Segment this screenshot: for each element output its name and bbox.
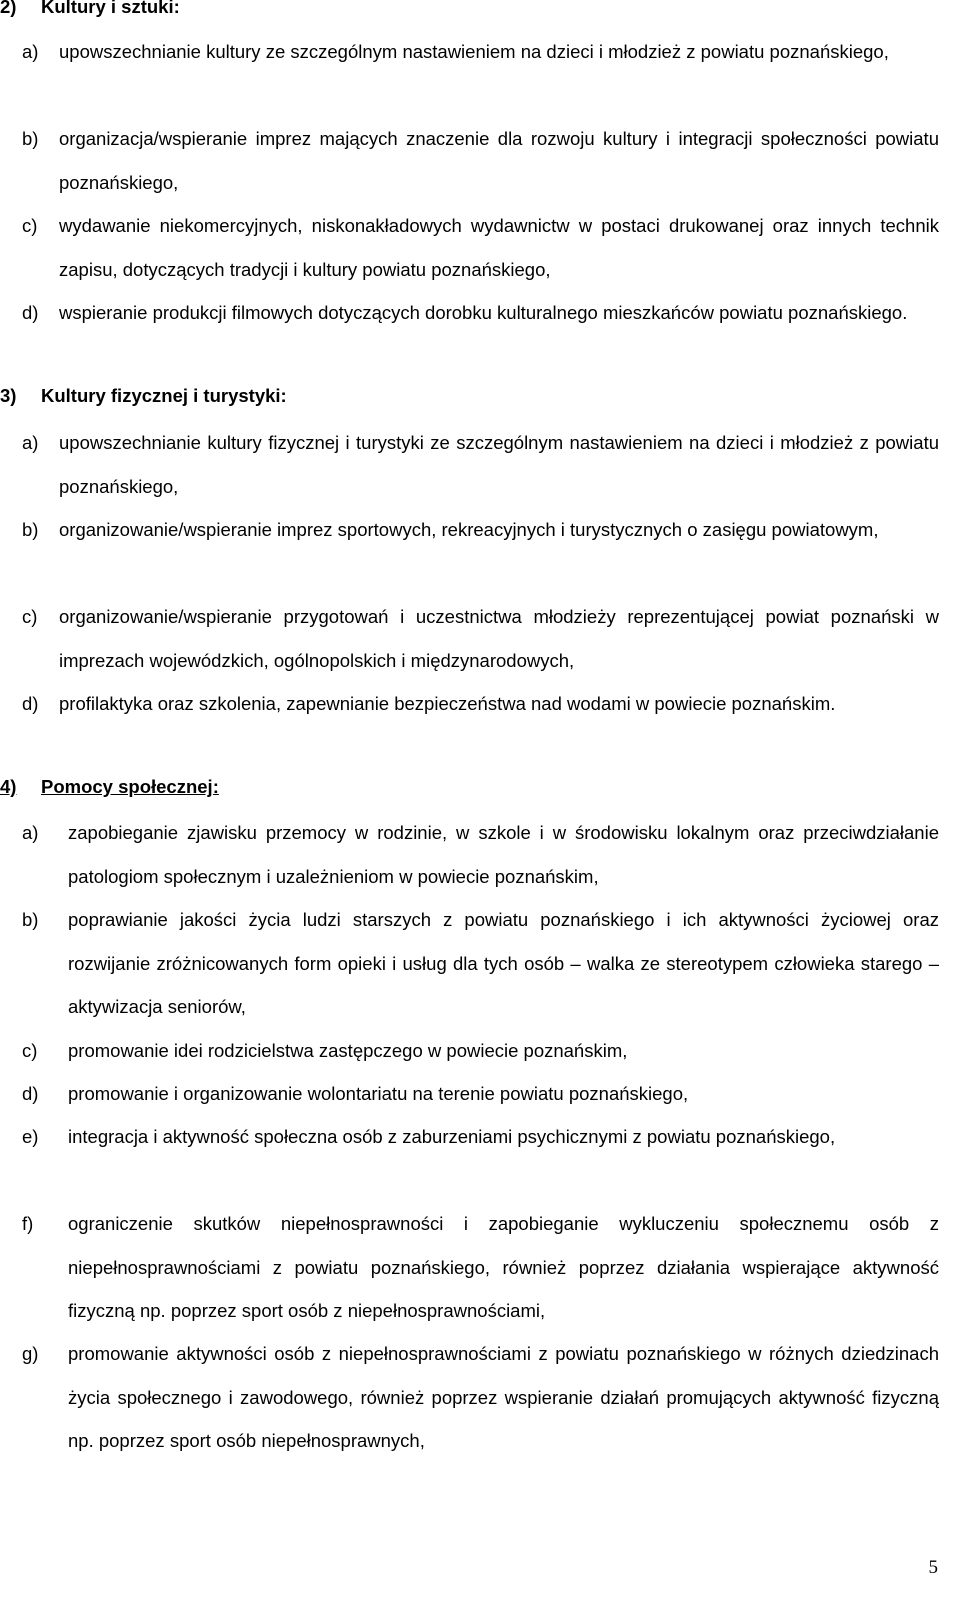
item-text: organizowanie/wspieranie imprez sportowych, rekreacyjnych i turystycznych o zasięgu powiatowym, — [59, 519, 879, 540]
page-number: 5 — [928, 1557, 938, 1578]
item-text: wspieranie produkcji filmowych dotyczących dorobku kulturalnego mieszkańców powiatu poznańskiego. — [59, 302, 908, 323]
section-heading-text: Pomocy społecznej: — [41, 776, 219, 797]
item-label: d) — [22, 302, 39, 323]
item-label: f) — [22, 1213, 34, 1234]
item-text: promowanie i organizowanie wolontariatu na terenie powiatu poznańskiego, — [68, 1083, 689, 1104]
section-heading-text: Kultury fizycznej i turystyki: — [41, 385, 287, 406]
item-label: e) — [22, 1126, 39, 1147]
item-text: wydawanie niekomercyjnych, niskonakładowych wydawnictw w postaci drukowanej oraz innych technik zapisu, dotyczących tradycji i kultury powiatu poznańskiego, — [59, 215, 939, 280]
section-heading-text: Kultury i sztuki: — [41, 0, 180, 17]
item-text: ograniczenie skutków niepełnosprawności i zapobieganie wykluczeniu społecznemu osób z niepełnosprawnościami z powiatu poznańskiego, również poprzez działania wspierające aktywność fizyczną np. poprzez sport osób z niepełnosprawnościami, — [68, 1213, 939, 1321]
item-label: b) — [22, 519, 39, 540]
item-label: a) — [22, 432, 39, 453]
item-text: upowszechnianie kultury fizycznej i turystyki ze szczególnym nastawieniem na dzieci i młodzież z powiatu poznańskiego, — [59, 432, 939, 497]
item-label: c) — [22, 606, 38, 627]
item-text: promowanie aktywności osób z niepełnosprawnościami z powiatu poznańskiego w różnych dziedzinach życia społecznego i zawodowego, również poprzez wspieranie działań promujących aktywność fizyczną np. poprzez sport osób niepełnosprawnych, — [68, 1343, 939, 1451]
item-text: organizowanie/wspieranie przygotowań i uczestnictwa młodzieży reprezentującej powiat poznański w imprezach wojewódzkich, ogólnopolskich i międzynarodowych, — [59, 606, 939, 671]
item-text: profilaktyka oraz szkolenia, zapewnianie bezpieczeństwa nad wodami w powiecie poznańskim. — [59, 693, 836, 714]
section-number: 3) — [0, 385, 17, 406]
section-heading-3 — [0, 385, 287, 407]
section-number: 2) — [0, 0, 17, 17]
item-label: b) — [22, 909, 39, 930]
item-text: organizacja/wspieranie imprez mających znaczenie dla rozwoju kultury i integracji społeczności powiatu poznańskiego, — [59, 128, 939, 193]
section-heading-4 — [0, 776, 219, 798]
item-text: integracja i aktywność społeczna osób z zaburzeniami psychicznymi z powiatu poznańskiego, — [68, 1126, 836, 1147]
item-label: d) — [22, 693, 39, 714]
item-label: a) — [22, 822, 39, 843]
item-text: upowszechnianie kultury ze szczególnym nastawieniem na dzieci i młodzież z powiatu poznańskiego, — [59, 41, 889, 62]
item-label: c) — [22, 215, 38, 236]
item-label: d) — [22, 1083, 39, 1104]
item-text: poprawianie jakości życia ludzi starszych z powiatu poznańskiego i ich aktywności życiowej oraz rozwijanie zróżnicowanych form opieki i usług dla tych osób – walka ze stereotypem człowieka starego – aktywizacja seniorów, — [68, 909, 939, 1017]
item-label: b) — [22, 128, 39, 149]
section-number: 4) — [0, 776, 17, 797]
item-text: promowanie idei rodzicielstwa zastępczego w powiecie poznańskim, — [68, 1040, 628, 1061]
item-label: a) — [22, 41, 39, 62]
section-heading-2 — [0, 0, 180, 18]
item-label: g) — [22, 1343, 39, 1364]
item-text: zapobieganie zjawisku przemocy w rodzinie, w szkole i w środowisku lokalnym oraz przeciwdziałanie patologiom społecznym i uzależnieniom w powiecie poznańskim, — [68, 822, 939, 887]
item-label: c) — [22, 1040, 38, 1061]
